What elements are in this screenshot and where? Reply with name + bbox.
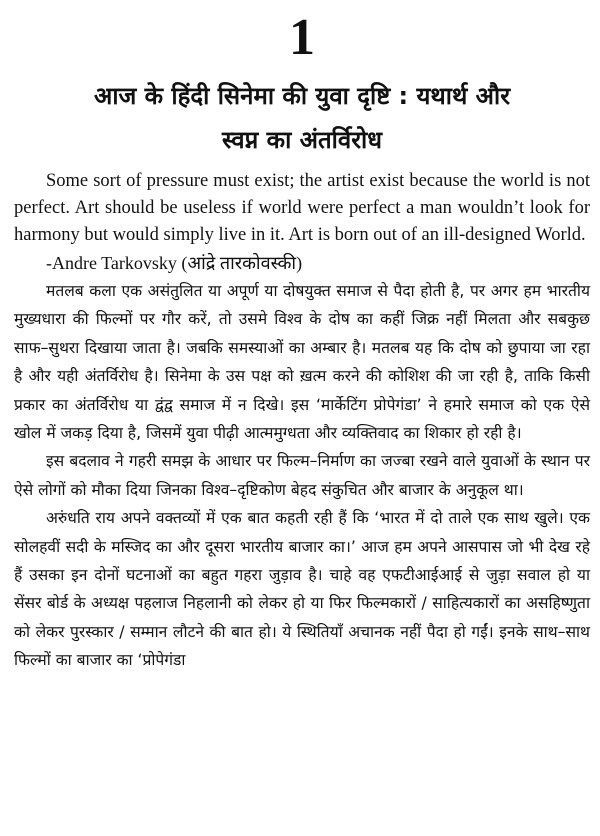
body-paragraph-1: मतलब कला एक असंतुलित या अपूर्ण या दोषयुक्त समाज से पैदा होती है, पर अगर हम भारतीय मुख्यधारा की फिल्मों पर गौर करें, तो उसमे विश्व के दोष का कहीं जिक्र नहीं मिलता और सबकुछ साफ–सुथरा दिखाया जाता है। जबकि समस्याओं का अम्बार है। मतलब यह कि दोष को छुपाया जा रहा है और यही अंतर्विरोध है। सिनेमा के उस पक्ष को ख़त्म करने की कोशिश की जा रही है, ताकि किसी प्रकार का अंतर्विरोध या द्वंद्व समाज में न दिखे। इस ‘मार्केटिंग प्रोपेगंडा’ ने हमारे समाज को एक ऐसे खोल में जकड़ दिया है, जिसमें युवा पीढ़ी आत्ममुग्धता और व्यक्तिवाद का शिकार हो रही है।	[14, 282, 590, 443]
body-paragraph-3: अरुंधति राय अपने वक्तव्यों में एक बात कहती रही हैं कि ‘भारत में दो ताले एक साथ खुले। एक सोलहवीं सदी के मस्जिद का और दूसरा भारतीय बाजार का।’ आज हम अपने आसपास जो भी देख रहे हैं उसका इन दोनों घटनाओं का बहुत गहरा जुड़ाव है। चाहे वह एफटीआईआई से जुड़ा सवाल हो या सेंसर बोर्ड के अध्यक्ष पहलाज निहलानी को लेकर हो या फिर फिल्मकारों / साहित्यकारों का असहिष्णुता को लेकर पुरस्कार / सम्मान लौटने की बात हो। ये स्थितियाँ अचानक नहीं पैदा हो गईं। इनके साथ–साथ फिल्मों का बाजार का ‘प्रोपेगंडा	[14, 509, 590, 670]
chapter-number: 1	[289, 9, 315, 66]
chapter-title-line-1: आज के हिंदी सिनेमा की युवा दृष्टि : यथार्थ और	[93, 82, 511, 110]
body-paragraph-2: इस बदलाव ने गहरी समझ के आधार पर फिल्म–निर्माण का जज्बा रखने वाले युवाओं के स्थान पर ऐसे लोगों को मौका दिया जिनका विश्व–दृष्टिकोण बेहद संकुचित और बाजार के अनुकूल था।	[14, 452, 590, 499]
epigraph-attribution: -Andre Tarkovsky (आंद्रे तारकोवस्की)	[46, 253, 303, 273]
epigraph-quote: Some sort of pressure must exist; the artist exist because the world is not perfect. Art should be useless if world were perfect a man wouldn’t look for harmony but would simply live in it. Art is born out of an ill-designed World.	[14, 171, 590, 245]
chapter-title-line-2: स्वप्न का अंतर्विरोध	[221, 126, 383, 154]
chapter-title	[14, 74, 590, 162]
